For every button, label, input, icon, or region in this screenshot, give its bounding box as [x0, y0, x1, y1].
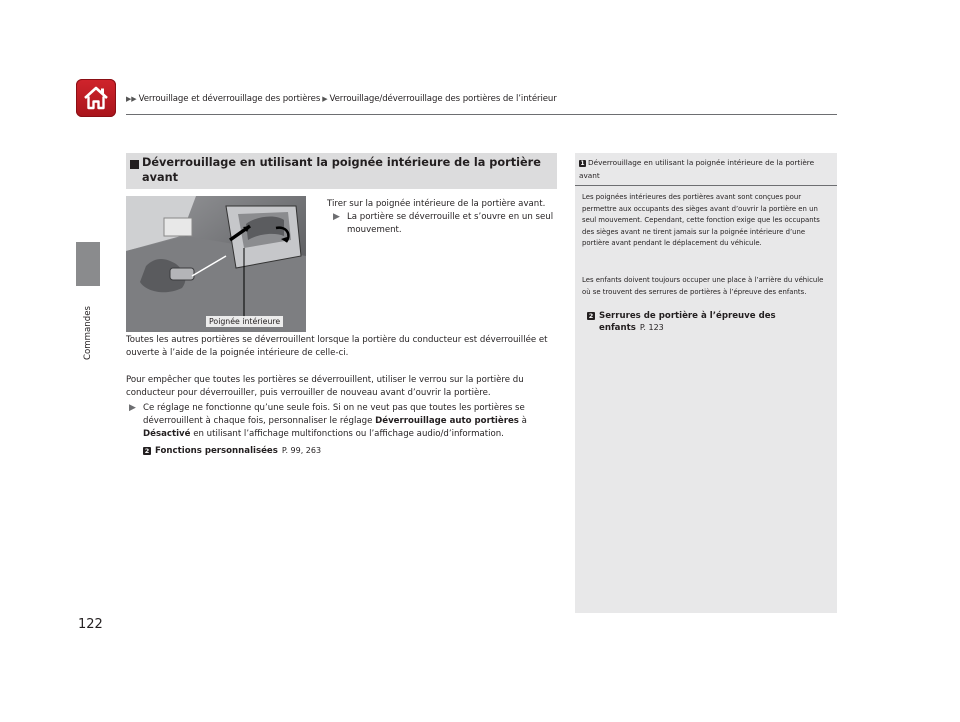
paragraph: Pour empêcher que toutes les portières se déverrouillent, utiliser le verrou sur la portière du conducteur pour déverrouiller, puis verrouiller de nouveau avant d’ouvrir la portière.	[126, 375, 524, 398]
breadcrumb	[126, 94, 557, 104]
note-marker-icon: 1	[580, 160, 585, 167]
note-text: ▶ Ce réglage ne fonctionne qu’une seule fois. Si on ne veut pas que toutes les portières se déverrouillent à chaque fois, personnaliser le réglage Déverrouillage auto portières à Désactivé en utilisant l’affichage multifonctions ou l’affichage audio/d’information.	[129, 403, 527, 439]
reference-icon: 2	[588, 312, 594, 320]
result-arrow-icon: ▶	[333, 212, 340, 222]
home-button[interactable]	[76, 79, 116, 117]
reference-icon: 2	[144, 447, 150, 455]
section-title: Déverrouillage en utilisant la poignée intérieure de la portière avant	[142, 156, 541, 184]
child-locks-link[interactable]: 2 Serrures de portière à l’épreuve des enfants P. 123	[588, 311, 776, 333]
instruction-text: Tirer sur la poignée intérieure de la portière avant.	[327, 199, 546, 209]
result-arrow-icon: ▶	[129, 403, 136, 413]
sidebar-paragraph: Les enfants doivent toujours occuper une place à l’arrière du véhicule où se trouvent des serrures de portières à l’épreuve des enfants.	[582, 276, 824, 296]
header-divider	[126, 114, 837, 115]
home-icon	[82, 84, 110, 112]
door-handle-illustration	[126, 196, 306, 332]
section-header	[126, 153, 557, 189]
sidebar-paragraph: Les poignées intérieures des portières avant sont conçues pour permettre aux occupants des sièges avant d’ouvrir la portière en un seul mouvement. Cependant, cette fonction exige que les occupants des sièges avant ne tirent jamais sur la poignée intérieure d’une portière avant pendant le déplacement du véhicule.	[582, 193, 820, 247]
result-text: ▶ La portière se déverrouille et s’ouvre en un seul mouvement.	[333, 212, 554, 235]
breadcrumb-arrow-icon: ▶	[322, 95, 328, 103]
paragraph: Toutes les autres portières se déverrouillent lorsque la portière du conducteur est déverrouillée et ouverte à l’aide de la poignée intérieure de celle-ci.	[126, 335, 548, 358]
chapter-label: Commandes	[83, 306, 93, 360]
page-number: 122	[78, 617, 103, 632]
breadcrumb-arrow-icon: ▶▶	[126, 95, 137, 103]
door-panel-image	[126, 196, 306, 332]
figure-label: Poignée intérieure	[206, 316, 283, 327]
breadcrumb-item[interactable]: Verrouillage et déverrouillage des portières	[138, 94, 321, 104]
breadcrumb-item[interactable]: Verrouillage/déverrouillage des portières de l’intérieur	[329, 94, 557, 104]
section-bullet-icon	[130, 160, 139, 169]
sidebar-title: 1 Déverrouillage en utilisant la poignée intérieure de la portière avant	[579, 158, 815, 180]
chapter-tab[interactable]	[76, 242, 100, 286]
custom-features-link[interactable]: 2 Fonctions personnalisées P. 99, 263	[144, 446, 322, 456]
sidebar-divider	[575, 185, 837, 186]
sidebar-notes	[575, 153, 837, 613]
